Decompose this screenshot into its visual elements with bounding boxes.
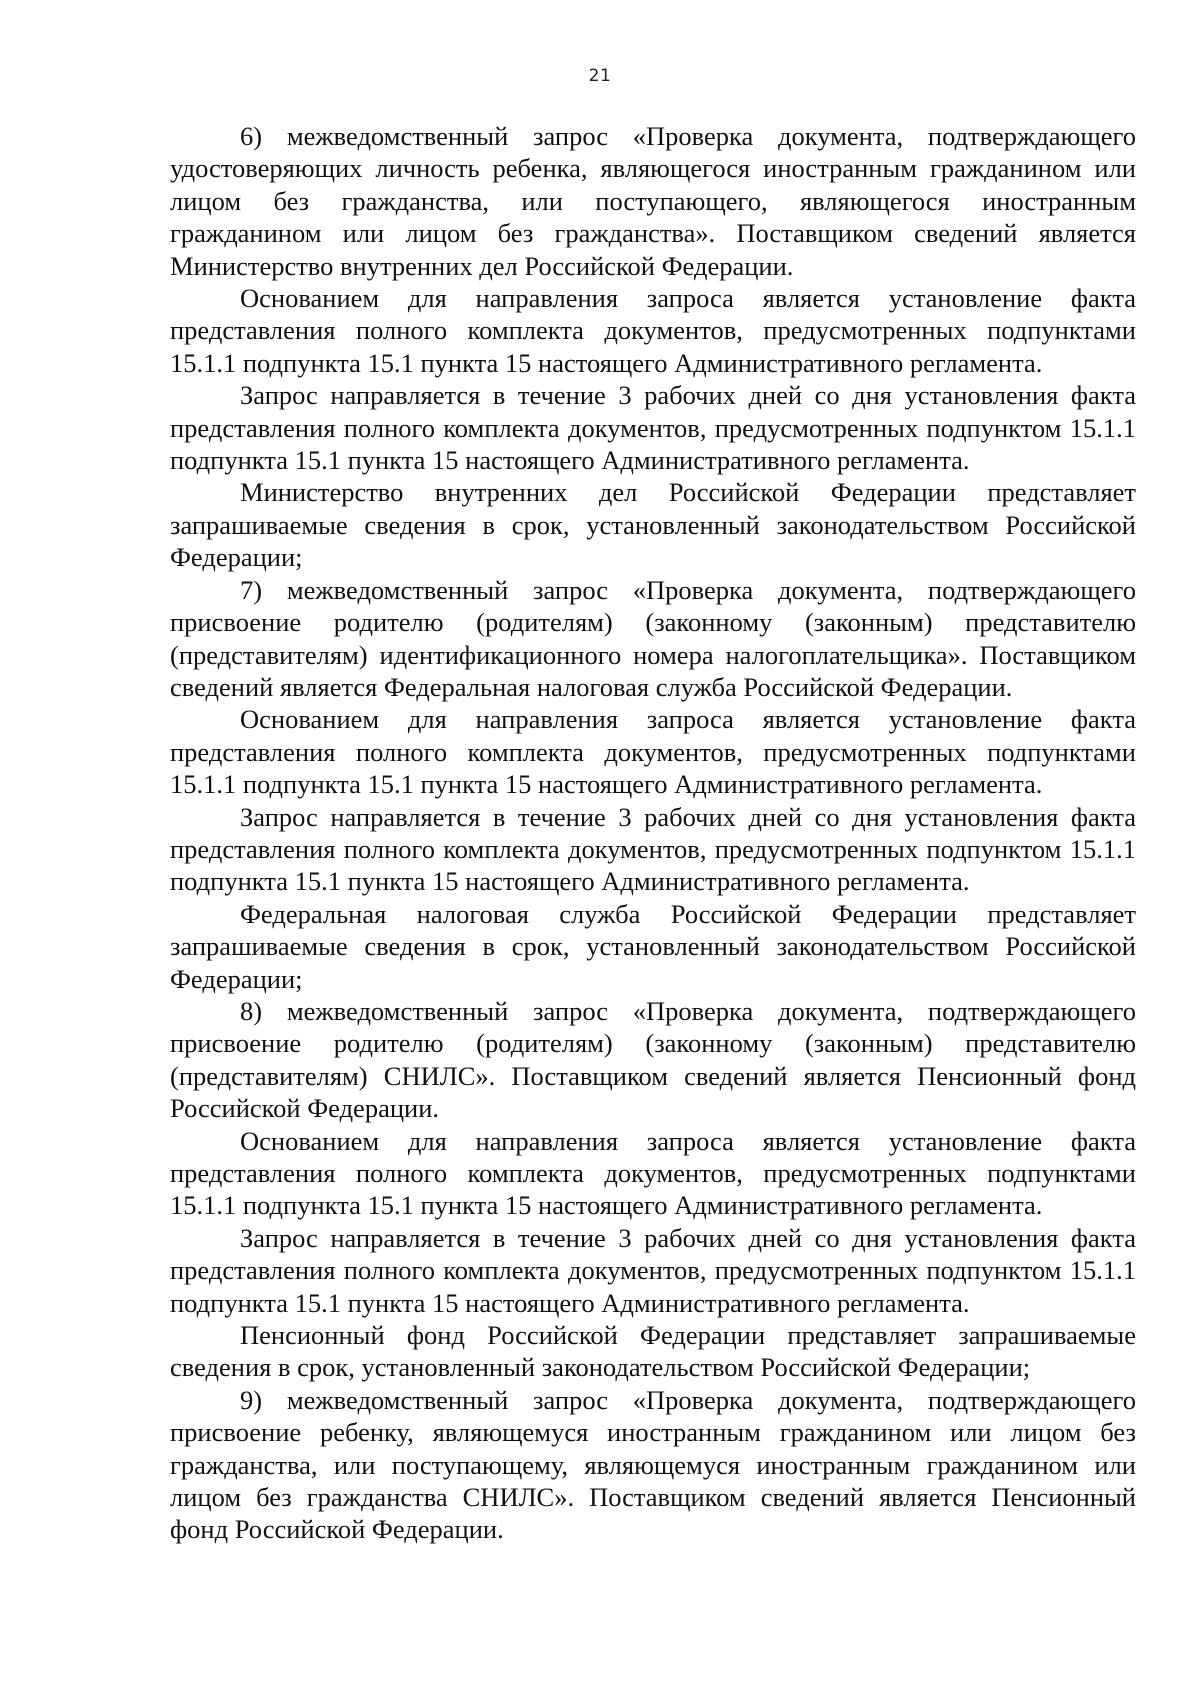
paragraph-deadline: Запрос направляется в течение 3 рабочих дней со дня установления факта представления полного комплекта документов, предусмотренных подпунктом 15.1.1 подпункта 15.1 пункта 15 настоящего Административного регламента. xyxy=(170,801,1136,897)
paragraph-item-9: 9) межведомственный запрос «Проверка документа, подтверждающего присвоение ребенку, являющемуся иностранным гражданином или лицом без гражданства, или поступающему, являющемуся иностранным гражданином или лицом без гражданства СНИЛС». Поставщиком сведений является Пенсионный фонд Российской Федерации. xyxy=(170,1384,1136,1545)
paragraph-deadline: Запрос направляется в течение 3 рабочих дней со дня установления факта представления полного комплекта документов, предусмотренных подпунктом 15.1.1 подпункта 15.1 пункта 15 настоящего Административного регламента. xyxy=(170,380,1136,476)
paragraph-basis: Основанием для направления запроса является установление факта представления полного комплекта документов, предусмотренных подпунктами 15.1.1 подпункта 15.1 пункта 15 настоящего Административного регламента. xyxy=(170,283,1136,378)
paragraph-item-6: 6) межведомственный запрос «Проверка документа, подтверждающего удостоверяющих личность ребенка, являющегося иностранным гражданином или лицом без гражданства, или поступающего, являющегося иностранным гражданином или лицом без гражданства». Поставщиком сведений является Министерство внутренних дел Российской Федерации. xyxy=(170,121,1136,281)
paragraph-provider-response: Федеральная налоговая служба Российской Федерации представляет запрашиваемые сведения в срок, установленный законодательством Российской Федерации; xyxy=(170,898,1136,994)
page-number: 21 xyxy=(588,66,612,86)
document-body xyxy=(170,120,1136,1546)
paragraph-deadline: Запрос направляется в течение 3 рабочих дней со дня установления факта представления полного комплекта документов, предусмотренных подпунктом 15.1.1 подпункта 15.1 пункта 15 настоящего Административного регламента. xyxy=(170,1222,1136,1318)
paragraph-provider-response: Министерство внутренних дел Российской Федерации представляет запрашиваемые сведения в срок, установленный законодательством Российской Федерации; xyxy=(170,477,1136,573)
paragraph-basis: Основанием для направления запроса является установление факта представления полного комплекта документов, предусмотренных подпунктами 15.1.1 подпункта 15.1 пункта 15 настоящего Административного регламента. xyxy=(170,1125,1136,1221)
paragraph-provider-response: Пенсионный фонд Российской Федерации представляет запрашиваемые сведения в срок, установленный законодательством Российской Федерации; xyxy=(170,1320,1136,1383)
paragraph-basis: Основанием для направления запроса является установление факта представления полного комплекта документов, предусмотренных подпунктами 15.1.1 подпункта 15.1 пункта 15 настоящего Административного регламента. xyxy=(170,704,1136,800)
paragraph-item-7: 7) межведомственный запрос «Проверка документа, подтверждающего присвоение родителю (родителям) (законному (законным) представителю (представителям) идентификационного номера налогоплательщика». Поставщиком сведений является Федеральная налоговая служба Российской Федерации. xyxy=(170,574,1136,702)
paragraph-item-8: 8) межведомственный запрос «Проверка документа, подтверждающего присвоение родителю (родителям) (законному (законным) представителю (представителям) СНИЛС». Поставщиком сведений является Пенсионный фонд Российской Федерации. xyxy=(170,995,1136,1124)
